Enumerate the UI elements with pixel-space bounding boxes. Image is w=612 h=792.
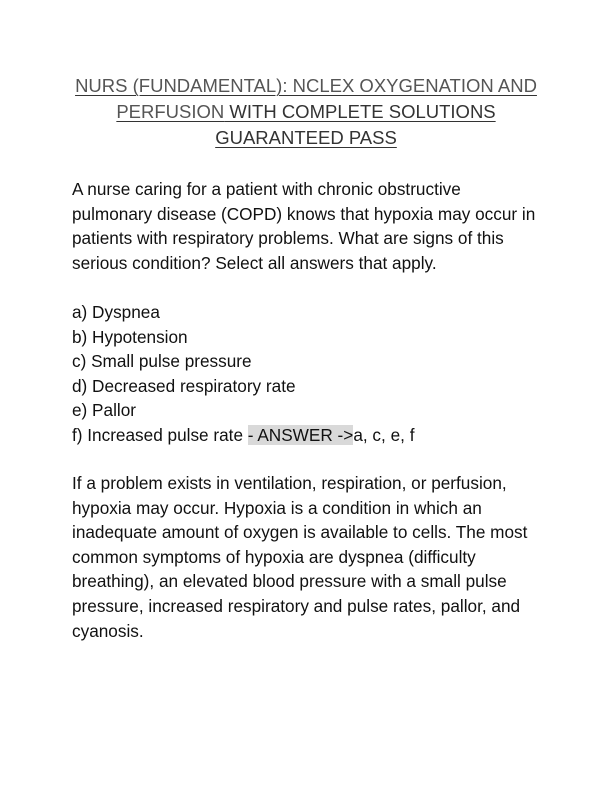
option-e: e) Pallor <box>72 400 136 421</box>
option-c: c) Small pulse pressure <box>72 351 252 372</box>
question-text: A nurse caring for a patient with chronic obstructive pulmonary disease (COPD) knows that hypoxia may occur in patients with respiratory problems. What are signs of this serious condition? Select all answers that apply. <box>72 179 536 273</box>
option-f: f) Increased pulse rate <box>72 424 248 445</box>
title-part-1: NURS (FUNDAMENTAL): NCLEX OXYGENATION AND PERFUSION <box>75 75 537 122</box>
document-title <box>60 73 552 151</box>
option-f-line <box>72 423 542 448</box>
explanation-text: If a problem exists in ventilation, respiration, or perfusion, hypoxia may occur. Hypoxia is a condition in which an inadequate amount of oxygen is available to cells. The most common symptoms of hypoxia are dyspnea (difficulty breathing), an elevated blood pressure with a small pulse pressure, increased respiratory and pulse rates, pallor, and cyanosis. <box>72 473 528 641</box>
title-part-2: WITH COMPLETE SOLUTIONS GUARANTEED PASS <box>215 101 496 148</box>
answer-tag: - ANSWER -> <box>247 424 354 445</box>
answer-value: a, c, e, f <box>353 424 415 445</box>
answer-options <box>72 300 542 448</box>
option-d: d) Decreased respiratory rate <box>72 375 296 396</box>
option-a: a) Dyspnea <box>72 302 160 322</box>
option-b: b) Hypotension <box>72 326 188 347</box>
